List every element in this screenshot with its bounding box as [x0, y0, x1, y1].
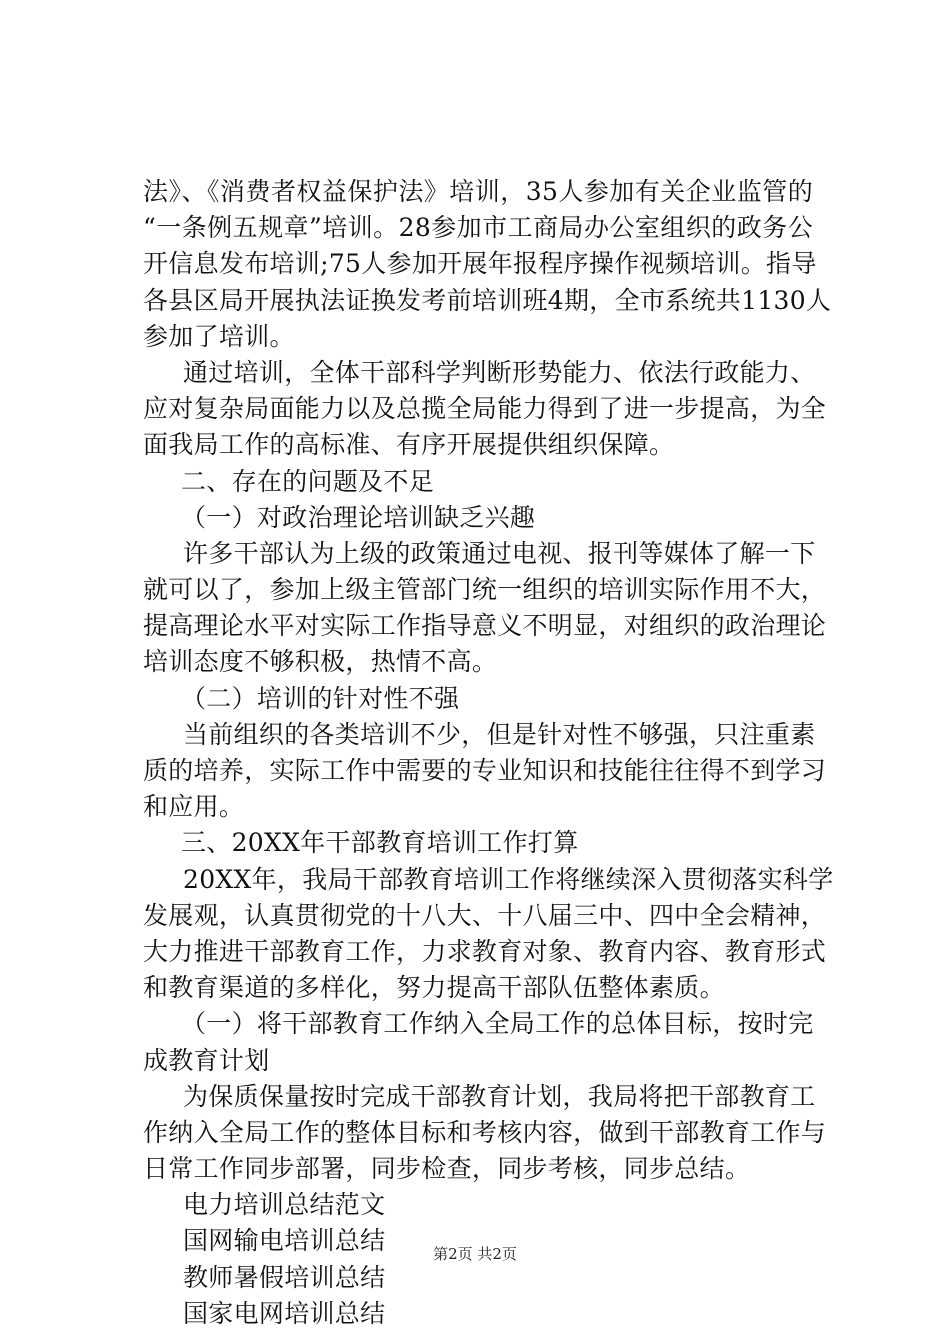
text-line: 法》、《消费者权益保护法》培训，35人参加有关企业监管的: [143, 177, 813, 206]
text-line: 和应用。: [143, 792, 245, 822]
text-line: 开信息发布培训;75人参加开展年报程序操作视频培训。指导: [143, 249, 817, 279]
text-line: 和教育渠道的多样化，努力提高干部队伍整体素质。: [143, 973, 725, 1003]
page-number-footer: 第2页 共2页: [433, 1245, 517, 1263]
related-title: 电力培训总结范文: [183, 1190, 386, 1220]
section-heading: 二、存在的问题及不足: [181, 466, 435, 496]
subsection-heading: （一）对政治理论培训缺乏兴趣: [181, 502, 536, 532]
text-line: 面我局工作的高标准、有序开展提供组织保障。: [143, 430, 675, 460]
text-line: 各县区局开展执法证换发考前培训班4期，全市系统共1130人: [143, 285, 832, 315]
text-line: 发展观，认真贯彻党的十八大、十八届三中、四中全会精神，: [143, 900, 827, 930]
paragraph-first-line: 当前组织的各类培训不少，但是针对性不够强，只注重素: [183, 719, 816, 749]
paragraph-first-line: 为保质保量按时完成干部教育计划，我局将把干部教育工: [183, 1081, 816, 1111]
section-heading: 三、20XX年干部教育培训工作打算: [181, 828, 579, 858]
text-line: 就可以了，参加上级主管部门统一组织的培训实际作用不大，: [143, 575, 827, 605]
text-line: 提高理论水平对实际工作指导意义不明显，对组织的政治理论: [143, 611, 827, 641]
text-line: 质的培养，实际工作中需要的专业知识和技能往往得不到学习: [143, 756, 827, 785]
document-body: [143, 174, 834, 1332]
related-title: 国网输电培训总结: [183, 1226, 386, 1256]
text-line: 应对复杂局面能力以及总揽全局能力得到了进一步提高，为全: [143, 394, 827, 424]
paragraph-first-line: 通过培训，全体干部科学判断形势能力、依法行政能力、: [183, 357, 816, 387]
paragraph-first-line: 许多干部认为上级的政策通过电视、报刊等媒体了解一下: [183, 538, 816, 568]
text-line: 参加了培训。: [143, 321, 295, 351]
related-title: 教师暑假培训总结: [183, 1262, 386, 1292]
subsection-heading: （二）培训的针对性不强: [181, 683, 460, 713]
related-title: 国家电网培训总结: [183, 1298, 386, 1328]
text-line: 培训态度不够积极，热情不高。: [143, 647, 498, 677]
text-line: 大力推进干部教育工作，力求教育对象、教育内容、教育形式: [143, 936, 827, 966]
text-line: “一条例五规章”培训。28参加市工商局办公室组织的政务公: [143, 213, 813, 243]
text-line: 日常工作同步部署，同步检查，同步考核，同步总结。: [143, 1154, 751, 1184]
paragraph-first-line: 20XX年，我局干部教育培训工作将继续深入贯彻落实科学: [183, 864, 834, 894]
text-line: 作纳入全局工作的整体目标和考核内容，做到干部教育工作与: [143, 1117, 827, 1147]
subsection-heading-continued: 成教育计划: [143, 1045, 270, 1075]
subsection-heading: （一）将干部教育工作纳入全局工作的总体目标，按时完: [181, 1009, 814, 1039]
